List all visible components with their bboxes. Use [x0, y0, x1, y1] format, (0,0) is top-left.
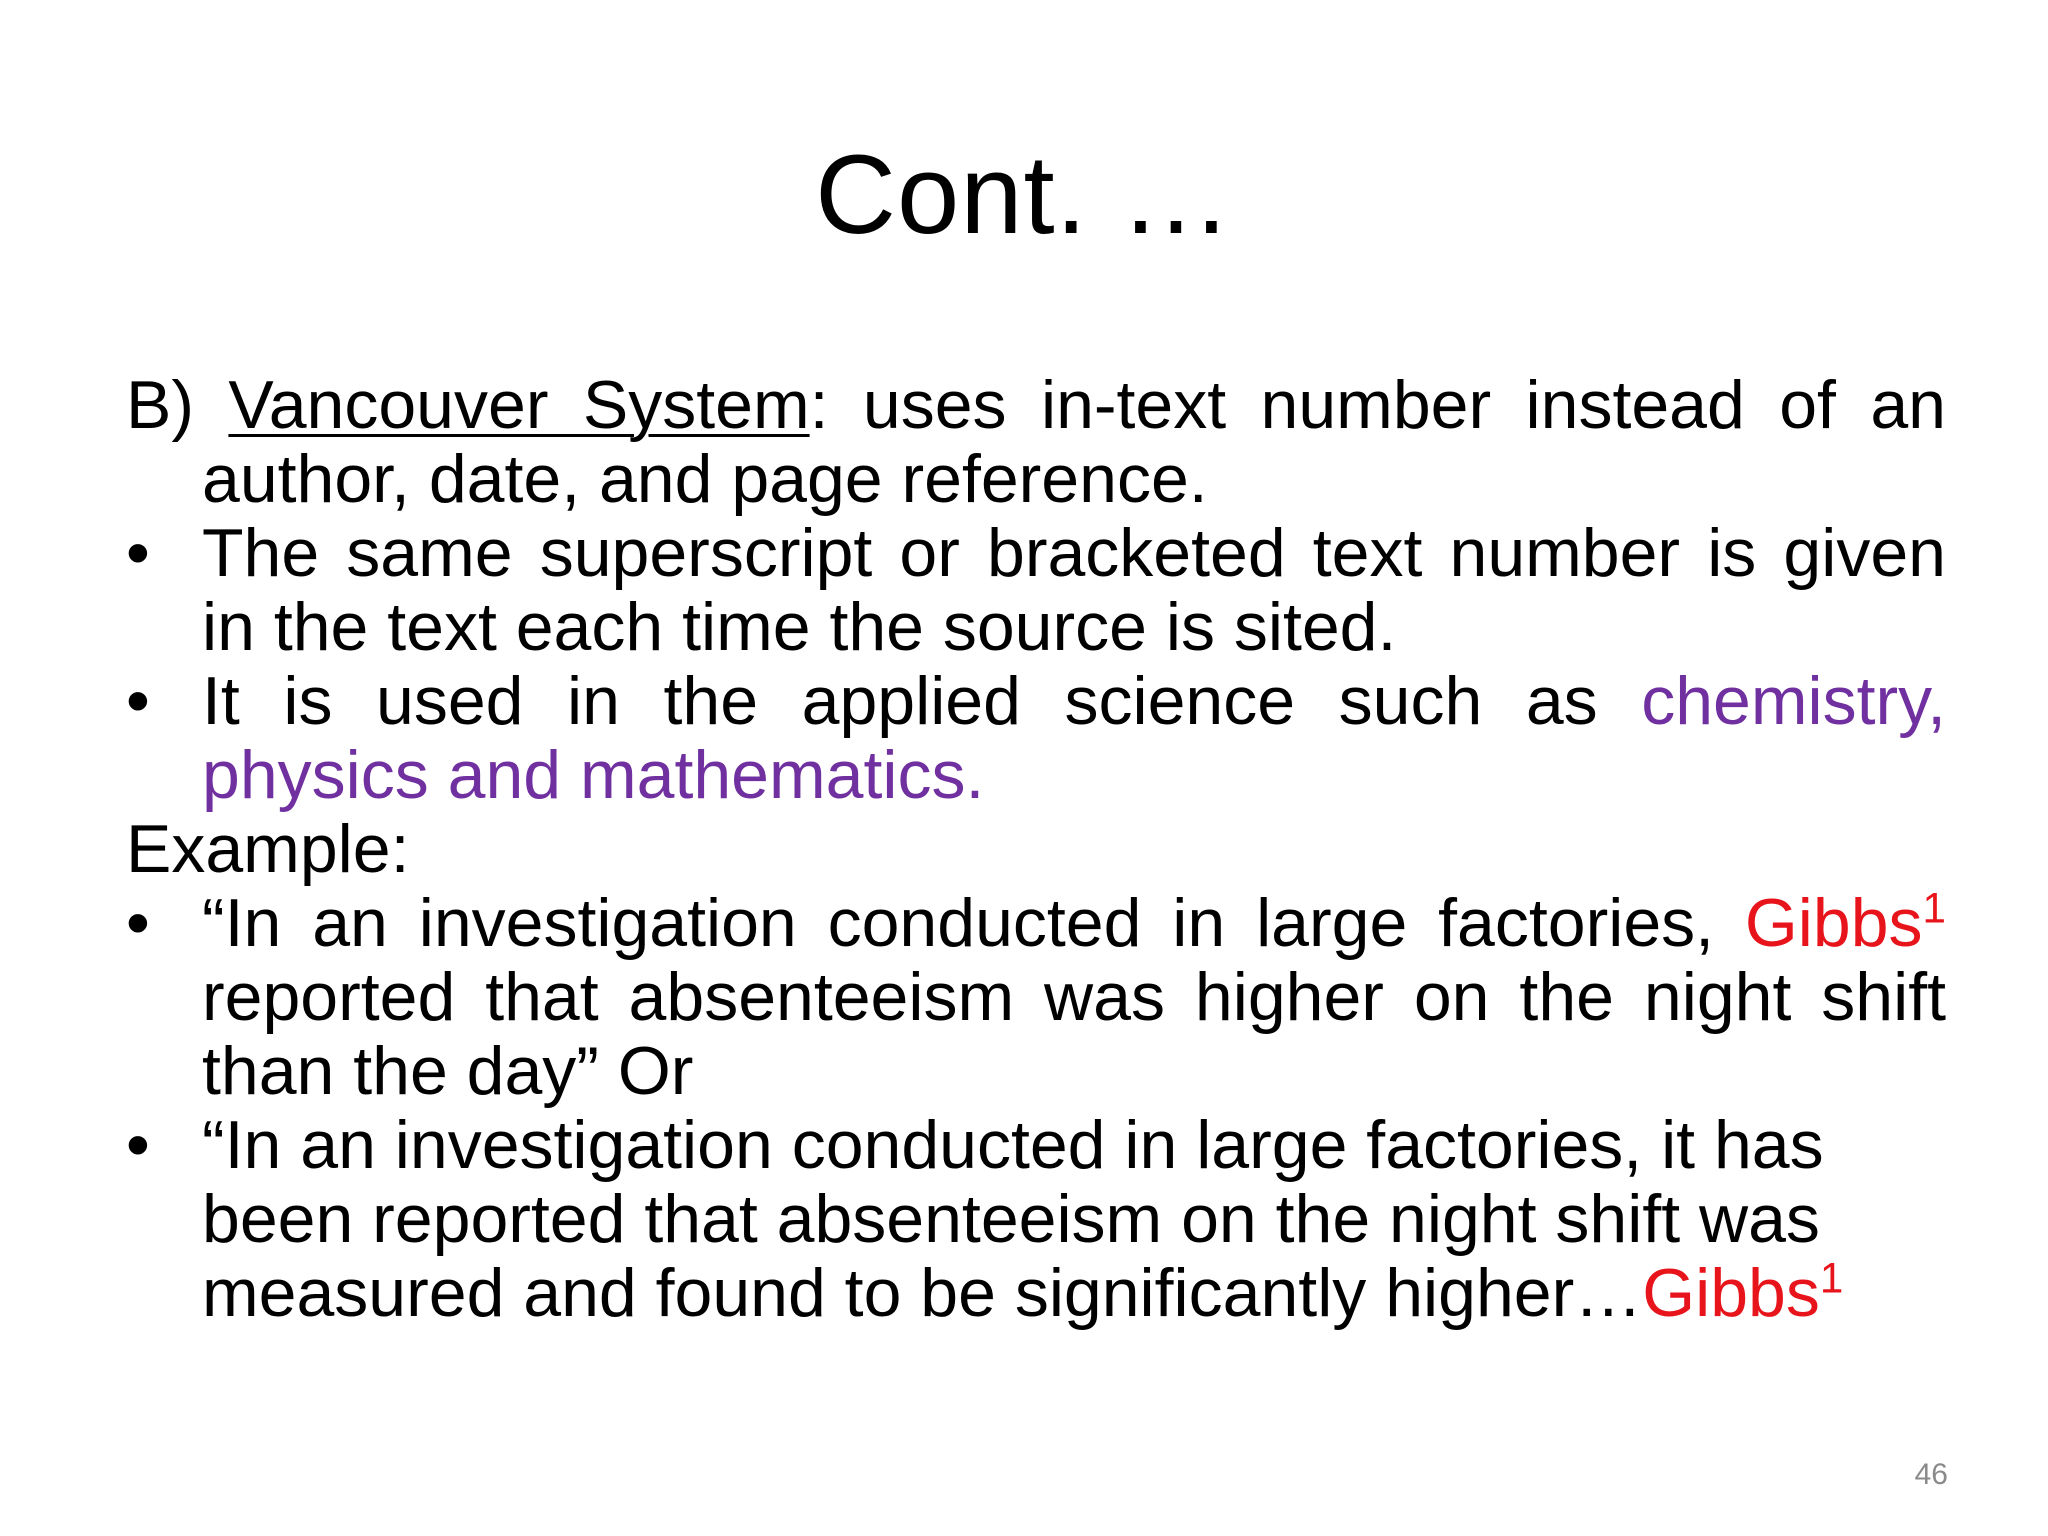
vancouver-system-term: Vancouver System: [228, 367, 810, 443]
bullet-applied-science-text: It is used in the applied science such as: [202, 663, 1642, 739]
bullet-superscript-number: [126, 516, 1946, 664]
slide-title: Cont. …: [815, 132, 1233, 257]
citation-number: 1: [1819, 1254, 1844, 1302]
example-label: Example:: [126, 811, 410, 887]
science-fields-highlight: chemistry, physics and mathematics.: [202, 663, 1946, 813]
citation-gibbs: Gibbs: [1744, 885, 1923, 961]
bullet-icon: •: [126, 885, 150, 961]
section-b-definition: [126, 368, 1946, 516]
example-two: [126, 1108, 1946, 1330]
bullet-icon: •: [126, 515, 150, 591]
bullet-superscript-number-text: The same superscript or bracketed text number is given in the text each time the source is sited.: [202, 515, 1946, 665]
example-two-text: “In an investigation conducted in large factories, it has been reported that absenteeism on the night shift was measured and found to be significantly higher…: [202, 1107, 1824, 1331]
bullet-applied-science: [126, 664, 1946, 812]
citation-number: 1: [1922, 884, 1946, 932]
slide-body: [126, 368, 1946, 1330]
citation-gibbs: Gibbs: [1642, 1255, 1820, 1331]
example-one-lead: “In an investigation conducted in large factories,: [202, 885, 1745, 961]
bullet-icon: •: [126, 663, 150, 739]
section-b-prefix: B): [126, 367, 229, 443]
section-b-description: : uses in-text number instead of an author, date, and page reference.: [202, 367, 1946, 517]
bullet-icon: •: [126, 1107, 150, 1183]
example-one: [126, 886, 1946, 1108]
example-one-tail: reported that absenteeism was higher on the night shift than the day” Or: [202, 959, 1946, 1109]
page-number: 46: [1914, 1458, 1948, 1491]
